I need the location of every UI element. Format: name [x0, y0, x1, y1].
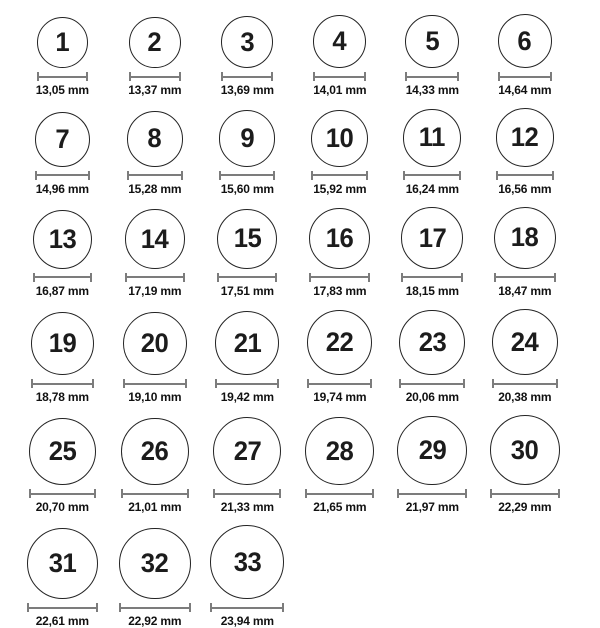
ring-size-cell [201, 525, 294, 628]
diameter-measure-line [490, 489, 560, 498]
ring-circle [490, 415, 560, 485]
diameter-measure-line [35, 171, 90, 180]
diameter-measure-line [125, 273, 185, 282]
ring-size-cell [16, 312, 109, 404]
diameter-measure-line [33, 273, 92, 282]
ring-size-number: 19 [48, 328, 77, 359]
ring-size-cell [109, 528, 202, 628]
diameter-label: 20,38 mm [498, 390, 552, 405]
diameter-label: 21,65 mm [313, 500, 367, 515]
diameter-label: 20,70 mm [35, 500, 89, 515]
ring-size-cell [294, 417, 387, 515]
ring-circle [403, 109, 461, 167]
ring-circle [35, 112, 90, 167]
ring-circle [210, 525, 284, 599]
ring-size-number: 13 [48, 223, 77, 254]
diameter-measure-line [221, 72, 273, 81]
ring-size-cell [386, 207, 479, 298]
ring-size-cell [479, 14, 572, 97]
diameter-label: 16,56 mm [498, 181, 552, 196]
diameter-label: 13,37 mm [128, 83, 182, 98]
ring-size-cell [294, 208, 387, 298]
ring-size-cell [201, 110, 294, 195]
ring-size-cell [479, 309, 572, 404]
diameter-label: 22,29 mm [498, 500, 552, 515]
diameter-measure-line [313, 72, 366, 81]
ring-size-number: 21 [233, 327, 262, 358]
ring-size-number: 4 [332, 26, 347, 57]
diameter-measure-line [494, 273, 556, 282]
ring-circle [498, 14, 552, 68]
ring-size-row [16, 525, 600, 628]
ring-size-cell [201, 417, 294, 514]
diameter-measure-line [401, 273, 463, 282]
ring-circle [121, 418, 189, 486]
diameter-measure-line [27, 603, 98, 612]
diameter-measure-line [305, 489, 374, 498]
ring-circle [27, 528, 98, 599]
ring-size-cell [201, 311, 294, 404]
diameter-label: 15,28 mm [128, 181, 182, 196]
diameter-label: 19,10 mm [128, 390, 182, 405]
diameter-label: 14,96 mm [35, 181, 89, 196]
diameter-measure-line [213, 489, 281, 498]
ring-size-number: 23 [418, 326, 447, 357]
ring-size-cell [109, 17, 202, 98]
diameter-label: 18,78 mm [35, 390, 89, 405]
ring-circle [215, 311, 279, 375]
ring-size-row [16, 309, 600, 404]
ring-size-number: 11 [419, 122, 446, 153]
ring-size-cell [109, 209, 202, 298]
ring-circle [311, 110, 368, 167]
ring-size-number: 2 [147, 27, 162, 57]
ring-size-cell [479, 415, 572, 514]
diameter-measure-line [31, 379, 94, 388]
ring-circle [305, 417, 374, 486]
diameter-measure-line [123, 379, 187, 388]
diameter-measure-line [119, 603, 191, 612]
diameter-measure-line [29, 489, 96, 498]
ring-size-number: 10 [325, 122, 354, 153]
diameter-measure-line [399, 379, 465, 388]
ring-circle [313, 15, 366, 68]
diameter-label: 21,33 mm [220, 500, 274, 515]
ring-circle [119, 528, 191, 600]
ring-circle [401, 207, 463, 269]
diameter-label: 19,42 mm [220, 390, 274, 405]
ring-circle [492, 309, 558, 375]
ring-size-cell [16, 210, 109, 298]
ring-size-number: 16 [325, 222, 354, 253]
ring-size-number: 27 [233, 435, 262, 466]
ring-size-number: 15 [233, 223, 262, 254]
diameter-label: 13,05 mm [35, 83, 89, 98]
ring-circle [309, 208, 370, 269]
diameter-measure-line [309, 273, 370, 282]
ring-size-row [16, 108, 600, 195]
ring-size-number: 28 [325, 435, 354, 466]
ring-size-cell [294, 310, 387, 404]
diameter-label: 23,94 mm [220, 614, 274, 628]
ring-size-number: 26 [140, 436, 169, 467]
ring-size-row [16, 14, 600, 97]
ring-circle [127, 111, 183, 167]
ring-size-number: 14 [140, 223, 169, 254]
ring-circle [29, 418, 96, 485]
ring-size-number: 3 [240, 26, 255, 57]
diameter-measure-line [121, 489, 189, 498]
diameter-measure-line [37, 72, 88, 81]
ring-circle [219, 110, 275, 166]
ring-size-number: 25 [48, 436, 77, 467]
diameter-measure-line [496, 171, 554, 180]
ring-size-number: 12 [510, 121, 539, 152]
ring-circle [405, 15, 459, 69]
diameter-measure-line [127, 171, 183, 180]
ring-size-number: 20 [140, 327, 169, 358]
ring-size-number: 31 [48, 548, 77, 579]
ring-size-number: 24 [510, 326, 539, 357]
diameter-measure-line [397, 489, 467, 498]
ring-circle [33, 210, 92, 269]
ring-size-cell [386, 15, 479, 98]
ring-size-cell [16, 528, 109, 628]
ring-circle [397, 416, 467, 486]
diameter-measure-line [217, 273, 277, 282]
ring-size-number: 29 [418, 435, 447, 466]
diameter-label: 15,60 mm [220, 181, 274, 196]
diameter-measure-line [210, 603, 284, 612]
diameter-label: 14,33 mm [405, 83, 459, 98]
ring-size-cell [386, 416, 479, 515]
ring-size-number: 7 [55, 123, 70, 154]
ring-size-cell [386, 310, 479, 405]
ring-size-cell [109, 312, 202, 405]
diameter-label: 15,92 mm [313, 181, 367, 196]
ring-size-number: 30 [510, 434, 539, 465]
ring-circle [125, 209, 185, 269]
diameter-label: 17,19 mm [128, 283, 182, 298]
ring-size-cell [201, 209, 294, 298]
ring-size-cell [386, 109, 479, 196]
ring-size-cell [16, 17, 109, 97]
diameter-measure-line [498, 72, 552, 81]
diameter-label: 14,64 mm [498, 83, 552, 98]
ring-circle [307, 310, 372, 375]
ring-size-cell [109, 111, 202, 196]
ring-size-row [16, 415, 600, 514]
diameter-label: 16,87 mm [35, 283, 89, 298]
ring-size-cell [479, 207, 572, 298]
diameter-label: 17,51 mm [220, 283, 274, 298]
ring-circle [221, 16, 273, 68]
ring-size-number: 9 [240, 122, 255, 153]
ring-circle [399, 310, 465, 376]
diameter-label: 16,24 mm [405, 181, 459, 196]
ring-circle [494, 207, 556, 269]
ring-size-number: 5 [425, 26, 440, 56]
diameter-measure-line [307, 379, 372, 388]
ring-size-cell [294, 15, 387, 97]
ring-size-number: 1 [55, 27, 70, 58]
ring-size-cell [294, 110, 387, 196]
ring-size-cell [201, 16, 294, 97]
ring-circle [496, 108, 554, 166]
diameter-label: 22,92 mm [128, 614, 182, 628]
ring-size-number: 8 [147, 123, 162, 154]
ring-circle [37, 17, 88, 68]
ring-circle [123, 312, 187, 376]
diameter-label: 20,06 mm [405, 390, 459, 405]
diameter-label: 17,83 mm [313, 283, 367, 298]
diameter-measure-line [311, 171, 368, 180]
diameter-label: 21,97 mm [405, 500, 459, 515]
diameter-measure-line [129, 72, 181, 81]
diameter-label: 19,74 mm [313, 390, 367, 405]
diameter-measure-line [215, 379, 279, 388]
diameter-label: 13,69 mm [220, 83, 274, 98]
ring-size-number: 6 [517, 25, 532, 56]
diameter-label: 18,47 mm [498, 283, 552, 298]
ring-size-cell [109, 418, 202, 515]
diameter-label: 21,01 mm [128, 500, 182, 515]
ring-circle [217, 209, 277, 269]
diameter-label: 18,15 mm [405, 283, 459, 298]
ring-size-cell [479, 108, 572, 195]
ring-size-number: 18 [510, 222, 539, 253]
ring-size-cell [16, 112, 109, 196]
diameter-measure-line [492, 379, 558, 388]
ring-size-number: 33 [233, 546, 262, 577]
ring-circle [129, 17, 181, 69]
ring-size-number: 32 [140, 547, 169, 578]
diameter-measure-line [405, 72, 459, 81]
ring-circle [31, 312, 94, 375]
ring-size-cell [16, 418, 109, 514]
diameter-label: 22,61 mm [35, 614, 89, 628]
diameter-label: 14,01 mm [313, 83, 367, 98]
diameter-measure-line [403, 171, 461, 180]
ring-size-number: 22 [325, 327, 354, 358]
diameter-measure-line [219, 171, 275, 180]
ring-size-row [16, 207, 600, 298]
ring-size-number: 17 [418, 222, 447, 253]
ring-circle [213, 417, 281, 485]
